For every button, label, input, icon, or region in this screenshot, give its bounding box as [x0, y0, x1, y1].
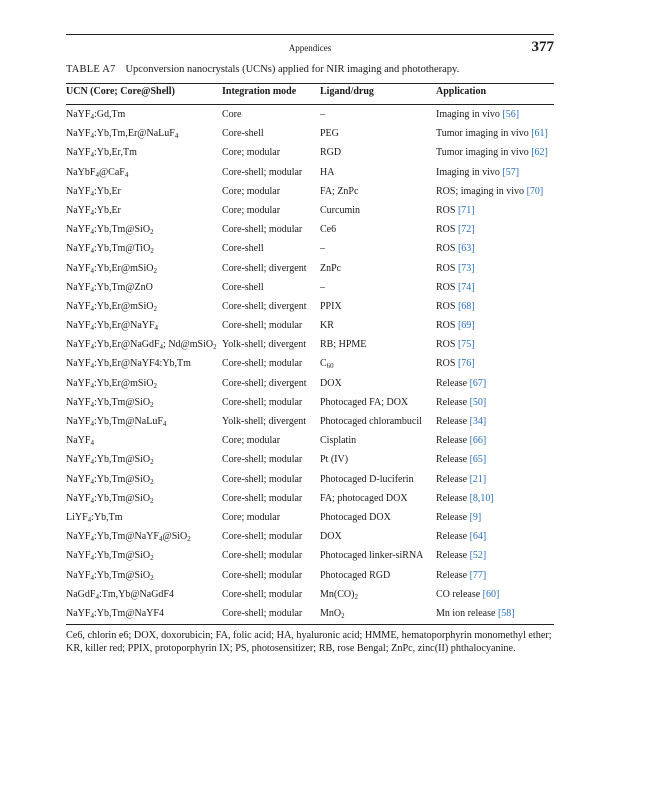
citation-link[interactable]: [63] — [457, 243, 475, 255]
cell-ligand-drug: – — [320, 243, 325, 255]
citation-link[interactable]: [66] — [469, 435, 487, 447]
cell-ligand-drug: Cisplatin — [320, 435, 357, 447]
cell-ucn: NaYF$_4$:Yb,Er@mSiO$_2$ — [66, 262, 157, 275]
citation-link[interactable]: [56] — [502, 109, 520, 120]
citation-link[interactable]: [58] — [497, 607, 515, 619]
application-text: Release — [436, 416, 470, 427]
cell-ligand-drug: DOX — [320, 531, 342, 543]
application-text: Release — [436, 550, 470, 562]
cell-application — [436, 493, 494, 504]
application-text: Mn ion release — [436, 607, 498, 619]
application-text: ROS — [436, 300, 458, 312]
table-row — [66, 318, 554, 337]
table-bottom-rule — [66, 624, 554, 625]
cell-integration-mode: Core-shell; modular — [222, 492, 303, 504]
cell-ligand-drug: RB; HPME — [320, 339, 367, 351]
cell-application — [436, 167, 519, 178]
header-rule — [66, 34, 554, 35]
table-row — [66, 529, 554, 548]
citation-link[interactable]: [64] — [469, 531, 487, 543]
cell-integration-mode: Yolk-shell; divergent — [222, 339, 307, 351]
application-text: ROS; imaging in vivo — [436, 185, 527, 197]
cell-integration-mode: Core-shell — [222, 128, 264, 140]
cell-integration-mode: Core-shell; modular — [222, 607, 303, 619]
application-text: ROS — [436, 339, 458, 351]
application-text: Release — [436, 396, 470, 408]
application-text: ROS — [436, 243, 458, 255]
cell-ucn: NaYF$_4$:Yb,Er,Tm — [66, 147, 137, 160]
cell-application — [436, 608, 515, 619]
table-row — [66, 145, 554, 164]
cell-ligand-drug: PPIX — [320, 300, 342, 312]
citation-link[interactable]: [57] — [502, 166, 520, 178]
cell-application — [436, 358, 475, 369]
table-title: Upconversion nanocrystals (UCNs) applied for NIR imaging and phototherapy. — [125, 64, 460, 75]
application-text: Release — [436, 435, 470, 447]
application-text: ROS — [436, 262, 458, 274]
table-row — [66, 568, 554, 587]
header-ligand-drug: Ligand/drug — [320, 86, 374, 97]
table-row — [66, 337, 554, 356]
citation-link[interactable]: [77] — [469, 569, 487, 581]
cell-integration-mode: Core-shell; modular — [222, 396, 303, 408]
cell-application — [436, 435, 486, 446]
application-text: Release — [436, 473, 470, 485]
cell-integration-mode: Core; modular — [222, 204, 281, 216]
citation-link[interactable]: [9] — [469, 511, 482, 523]
running-title: Appendices — [288, 43, 332, 53]
cell-application — [436, 474, 486, 485]
cell-integration-mode: Core-shell — [222, 281, 264, 293]
table-row — [66, 126, 554, 145]
table-footnote: Ce6, chlorin e6; DOX, doxorubicin; FA, folic acid; HA, hyaluronic acid; HMME, hematoporphyrin monomethyl ether; KR, killer red; PPIX, protoporphyrin IX; PS, photosensitizer; RB, rose Bengal; ZnPc, zinc(II) phthalocyanine. — [66, 630, 552, 654]
citation-link[interactable]: [71] — [457, 204, 475, 216]
application-text: Release — [436, 569, 470, 581]
cell-application — [436, 531, 486, 542]
cell-application — [436, 128, 548, 139]
header-ucn: UCN (Core; Core@Shell) — [66, 86, 175, 97]
running-head — [66, 41, 554, 57]
cell-ucn: NaYF$_4$:Yb,Tm@NaYF$_4$@SiO$_2$ — [66, 531, 191, 544]
table-row — [66, 280, 554, 299]
cell-integration-mode: Core-shell; divergent — [222, 377, 307, 389]
cell-application — [436, 416, 486, 427]
cell-ligand-drug: Photocaged RGD — [320, 569, 391, 581]
cell-application — [436, 378, 486, 389]
cell-ucn: NaYF$_4$:Yb,Er@NaYF4:Yb,Tm — [66, 358, 191, 371]
cell-integration-mode: Core-shell; modular — [222, 550, 303, 562]
cell-application — [436, 550, 486, 561]
cell-application — [436, 205, 475, 216]
cell-application — [436, 454, 486, 465]
cell-integration-mode: Core-shell; modular — [222, 320, 303, 332]
cell-ligand-drug: FA; photocaged DOX — [320, 492, 408, 504]
cell-ucn: NaYF$_4$:Yb,Tm@ZnO — [66, 281, 153, 294]
citation-link[interactable]: [60] — [482, 588, 500, 600]
cell-ligand-drug: HA — [320, 166, 335, 178]
table-row — [66, 261, 554, 280]
table-row — [66, 356, 554, 375]
citation-link[interactable]: [72] — [457, 224, 475, 236]
application-text: Imaging in vivo — [436, 166, 503, 178]
cell-ucn: NaYF$_4$:Yb,Tm@SiO$_2$ — [66, 224, 154, 237]
cell-ligand-drug: Photocaged DOX — [320, 511, 391, 523]
cell-ligand-drug: RGD — [320, 147, 342, 159]
application-text: Release — [436, 531, 470, 543]
application-text: Release — [436, 377, 470, 389]
cell-integration-mode: Yolk-shell; divergent — [222, 416, 307, 427]
citation-link[interactable]: [61] — [531, 128, 548, 140]
cell-ucn: NaYF$_4$:Yb,Er@mSiO$_2$ — [66, 377, 157, 390]
cell-ligand-drug: MnO$_2$ — [320, 607, 345, 620]
cell-application — [436, 512, 481, 523]
application-text: Imaging in vivo — [436, 109, 503, 120]
cell-application — [436, 109, 519, 120]
citation-link[interactable]: [50] — [469, 396, 487, 408]
cell-application — [436, 186, 543, 197]
application-text: Tumor imaging in vivo — [436, 147, 532, 159]
table-row — [66, 222, 554, 241]
cell-ligand-drug: DOX — [320, 377, 342, 389]
table-body — [66, 107, 554, 625]
table-label: TABLE A7 — [66, 64, 116, 75]
cell-ligand-drug: Photocaged chlorambucil — [320, 416, 422, 427]
application-text: Release — [436, 511, 470, 523]
cell-ligand-drug: $C_{60}$ — [320, 358, 334, 371]
cell-ucn: NaYF$_4$:Yb,Er@NaYF$_4$ — [66, 320, 159, 333]
header-application: Application — [436, 86, 487, 97]
citation-link[interactable]: [74] — [457, 281, 475, 293]
cell-integration-mode: Core-shell; modular — [222, 454, 303, 466]
cell-application — [436, 570, 486, 581]
citation-link[interactable]: [69] — [457, 320, 475, 332]
table-row — [66, 491, 554, 510]
cell-integration-mode: Core — [222, 109, 242, 120]
table-row — [66, 376, 554, 395]
cell-application — [436, 339, 475, 350]
table-row — [66, 395, 554, 414]
table-row — [66, 414, 554, 433]
table-row — [66, 548, 554, 567]
application-text: ROS — [436, 204, 458, 216]
cell-ucn: LiYF$_4$:Yb,Tm — [66, 511, 123, 524]
cell-ligand-drug: Photocaged FA; DOX — [320, 396, 409, 408]
table-row — [66, 452, 554, 471]
cell-application — [436, 301, 475, 312]
application-text: ROS — [436, 224, 458, 236]
table-row — [66, 203, 554, 222]
cell-ucn: NaYF$_4$:Yb,Tm@SiO$_2$ — [66, 396, 154, 409]
cell-integration-mode: Core-shell; divergent — [222, 300, 307, 312]
citation-link[interactable]: [21] — [469, 473, 487, 485]
cell-ligand-drug: KR — [320, 320, 334, 332]
citation-link[interactable]: [65] — [469, 454, 487, 466]
citation-link[interactable]: [8,10] — [469, 492, 494, 504]
cell-integration-mode: Core-shell; modular — [222, 588, 303, 600]
cell-ligand-drug: Pt (IV) — [320, 454, 349, 466]
cell-integration-mode: Core-shell; modular — [222, 473, 303, 485]
cell-application — [436, 589, 499, 600]
citation-link[interactable]: [76] — [457, 358, 475, 370]
cell-integration-mode: Core-shell; modular — [222, 569, 303, 581]
cell-ligand-drug: – — [320, 281, 325, 293]
cell-ligand-drug: Photocaged D-luciferin — [320, 473, 414, 485]
cell-ligand-drug: – — [320, 109, 325, 120]
citation-link[interactable]: [75] — [457, 339, 475, 351]
page-number: 377 — [531, 39, 554, 55]
citation-link[interactable]: [70] — [526, 185, 544, 197]
application-text: CO release — [436, 588, 483, 600]
cell-ucn: NaYF$_4$:Yb,Tm@NaLuF$_4$ — [66, 416, 167, 428]
citation-link[interactable]: [62] — [531, 147, 548, 159]
cell-ucn: NaYbF$_4$@CaF$_4$ — [66, 166, 129, 179]
table-row — [66, 587, 554, 606]
cell-integration-mode: Core-shell; modular — [222, 166, 303, 178]
application-text: Tumor imaging in vivo — [436, 128, 532, 140]
cell-ligand-drug: Ce6 — [320, 224, 337, 236]
cell-integration-mode: Core-shell; modular — [222, 531, 303, 543]
cell-ucn: NaYF$_4$:Yb,Er@NaGdF$_4$; Nd@mSiO$_2$ — [66, 339, 217, 352]
cell-ucn: NaYF$_4$ — [66, 435, 94, 448]
table-row — [66, 165, 554, 184]
cell-ucn: NaYF$_4$:Gd,Tm — [66, 109, 126, 121]
cell-integration-mode: Core; modular — [222, 435, 281, 447]
cell-ucn: NaYF$_4$:Yb,Er — [66, 185, 121, 198]
cell-integration-mode: Core-shell; modular — [222, 224, 303, 236]
cell-ligand-drug: $Mn(CO)_2$ — [320, 588, 358, 601]
cell-ucn: NaGdF$_4$:Tm,Yb@NaGdF4 — [66, 588, 174, 601]
header-integration-mode: Integration mode — [222, 86, 297, 97]
application-text: ROS — [436, 358, 458, 370]
cell-application — [436, 320, 475, 331]
table-row — [66, 606, 554, 625]
cell-ligand-drug: FA; ZnPc — [320, 185, 359, 197]
cell-integration-mode: Core-shell; modular — [222, 358, 303, 370]
cell-ucn: NaYF$_4$:Yb,Tm@SiO$_2$ — [66, 550, 154, 563]
cell-ucn: NaYF$_4$:Yb,Er — [66, 204, 121, 217]
cell-application — [436, 282, 475, 293]
application-text: Release — [436, 454, 470, 466]
table-row — [66, 299, 554, 318]
citation-link[interactable]: [68] — [457, 300, 475, 312]
cell-ligand-drug: Curcumin — [320, 204, 360, 216]
application-text: ROS — [436, 281, 458, 293]
cell-application — [436, 397, 486, 408]
table-row — [66, 184, 554, 203]
table-caption — [66, 64, 459, 75]
cell-integration-mode: Core-shell; divergent — [222, 262, 307, 274]
cell-integration-mode: Core; modular — [222, 147, 281, 159]
cell-ucn: NaYF$_4$:Yb,Tm,Er@NaLuF$_4$ — [66, 128, 179, 141]
cell-integration-mode: Core; modular — [222, 511, 281, 523]
table-row — [66, 510, 554, 529]
cell-application — [436, 243, 475, 254]
cell-ligand-drug: ZnPc — [320, 262, 342, 274]
table-row — [66, 433, 554, 452]
citation-link[interactable]: [34] — [469, 416, 487, 427]
cell-application — [436, 147, 548, 158]
table-row — [66, 472, 554, 491]
cell-ucn: NaYF$_4$:Yb,Tm@NaYF4 — [66, 607, 164, 620]
table-header — [66, 86, 554, 104]
cell-ucn: NaYF$_4$:Yb,Tm@TiO$_2$ — [66, 243, 154, 256]
cell-ligand-drug: PEG — [320, 128, 339, 140]
table-row — [66, 107, 554, 126]
citation-link[interactable]: [52] — [469, 550, 487, 562]
cell-ucn: NaYF$_4$:Yb,Tm@SiO$_2$ — [66, 569, 154, 582]
table-top-rule — [66, 83, 554, 84]
application-text: ROS — [436, 320, 458, 332]
cell-ligand-drug: Photocaged linker-siRNA — [320, 550, 424, 562]
citation-link[interactable]: [73] — [457, 262, 475, 274]
cell-ucn: NaYF$_4$:Yb,Tm@SiO$_2$ — [66, 473, 154, 486]
cell-application — [436, 224, 475, 235]
table-header-rule — [66, 104, 554, 105]
cell-ucn: NaYF$_4$:Yb,Tm@SiO$_2$ — [66, 454, 154, 467]
citation-link[interactable]: [67] — [469, 377, 487, 389]
table-row — [66, 241, 554, 260]
cell-application — [436, 263, 475, 274]
cell-ucn: NaYF$_4$:Yb,Er@mSiO$_2$ — [66, 300, 157, 313]
cell-ucn: NaYF$_4$:Yb,Tm@SiO$_2$ — [66, 492, 154, 505]
cell-integration-mode: Core; modular — [222, 185, 281, 197]
application-text: Release — [436, 492, 470, 504]
cell-integration-mode: Core-shell — [222, 243, 264, 255]
